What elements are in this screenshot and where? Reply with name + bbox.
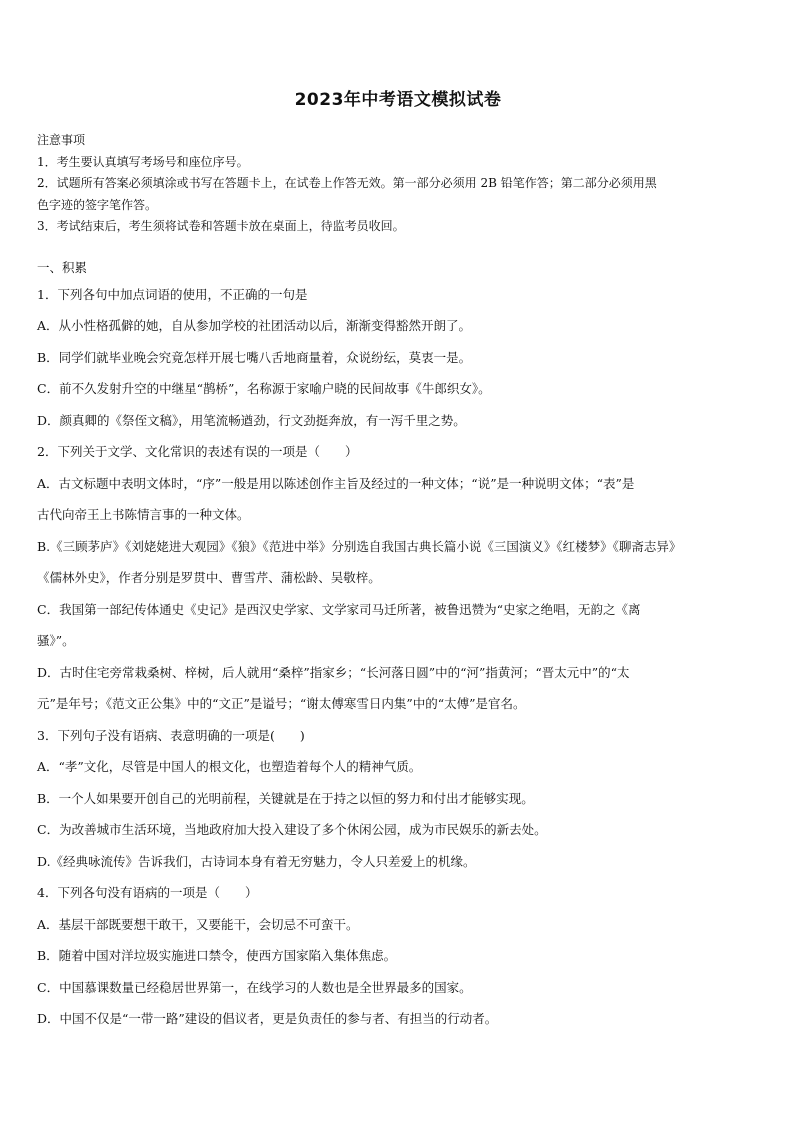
notice-line: 2．试题所有答案必须填涂或书写在答题卡上，在试卷上作答无效。第一部分必须用 2B 铅笔作答；第二部分必须用黑 <box>37 176 657 190</box>
question-option: A．古文标题中表明文体时，“序”一般是用以陈述创作主旨及经过的一种文体；“说”是一种说明文体；“表”是 <box>37 475 635 491</box>
question-option: 《儒林外史》，作者分别是罗贯中、曹雪芹、蒲松龄、吴敬梓。 <box>37 570 381 585</box>
notice-block <box>37 130 759 238</box>
question-1 <box>37 279 759 437</box>
section-heading: 一、积累 <box>37 259 88 275</box>
question-option: B．同学们就毕业晚会究竟怎样开展七嘴八舌地商量着，众说纷纭，莫衷一是。 <box>37 349 472 365</box>
question-stem: 3．下列句子没有语病、表意明确的一项是( ) <box>37 727 305 743</box>
question-2 <box>37 436 759 720</box>
question-stem: 4．下列各句没有语病的一项是（ ） <box>37 885 258 900</box>
question-option: D．古时住宅旁常栽桑树、梓树，后人就用“桑梓”指家乡；“长河落日圆”中的“河”指黄河；“晋太元中”的“太 <box>37 664 630 680</box>
page-title: 2023年中考语文模拟试卷 <box>294 90 502 110</box>
notice-line: 3．考试结束后，考生须将试卷和答题卡放在桌面上，待监考员收回。 <box>37 219 405 233</box>
question-option: D.《经典咏流传》告诉我们，古诗词本身有着无穷魅力，令人只差爱上的机缘。 <box>37 853 476 869</box>
question-option: A．基层干部既要想干敢干，又要能干，会切忌不可蛮干。 <box>37 916 359 932</box>
notice-line: 色字迹的签字笔作答。 <box>37 197 158 212</box>
question-stem: 2．下列关于文学、文化常识的表述有误的一项是（ ） <box>37 444 358 459</box>
notice-line: 1．考生要认真填写考场号和座位序号。 <box>37 154 249 169</box>
question-3 <box>37 720 759 878</box>
question-option: 古代向帝王上书陈情言事的一种文体。 <box>37 507 250 522</box>
exam-page <box>37 88 759 1035</box>
question-option: C．前不久发射升空的中继星“鹊桥”，名称源于家喻户晓的民间故事《牛郎织女》。 <box>37 381 491 396</box>
question-4 <box>37 877 759 1035</box>
question-option: D．颜真卿的《祭侄文稿》，用笔流畅遒劲，行文劲挺奔放，有一泻千里之势。 <box>37 412 466 428</box>
question-stem: 1．下列各句中加点词语的使用，不正确的一句是 <box>37 286 308 302</box>
question-option: B.《三顾茅庐》《刘姥姥进大观园》《狼》《范进中举》分别选自我国古典长篇小说《三国演义》《红楼梦》《聊斋志异》 <box>37 538 682 554</box>
question-option: D．中国不仅是“一带一路”建设的倡议者，更是负责任的参与者、有担当的行动者。 <box>37 1011 498 1026</box>
question-option: C．为改善城市生活环境，当地政府加大投入建设了多个休闲公园，成为市民娱乐的新去处。 <box>37 822 547 837</box>
question-option: C．中国慕课数量已经稳居世界第一，在线学习的人数也是全世界最多的国家。 <box>37 979 472 995</box>
question-option: A．“孝”文化，尽管是中国人的根文化，也塑造着每个人的精神气质。 <box>37 759 422 774</box>
question-option: A．从小性格孤僻的她，自从参加学校的社团活动以后，渐渐变得豁然开朗了。 <box>37 318 472 333</box>
question-option: 骚》”。 <box>37 633 75 648</box>
notice-heading: 注意事项 <box>37 133 86 147</box>
question-option: B．一个人如果要开创自己的光明前程，关键就是在于持之以恒的努力和付出才能够实现。 <box>37 790 534 806</box>
question-option: 元”是年号；《范文正公集》中的“文正”是谥号；“谢太傅寒雪日内集”中的“太傅”是官名。 <box>37 696 526 711</box>
question-option: C．我国第一部纪传体通史《史记》是西汉史学家、文学家司马迁所著，被鲁迅赞为“史家之绝唱，无韵之《离 <box>37 601 641 617</box>
question-option: B．随着中国对洋垃圾实施进口禁令，使西方国家陷入集体焦虑。 <box>37 948 397 963</box>
